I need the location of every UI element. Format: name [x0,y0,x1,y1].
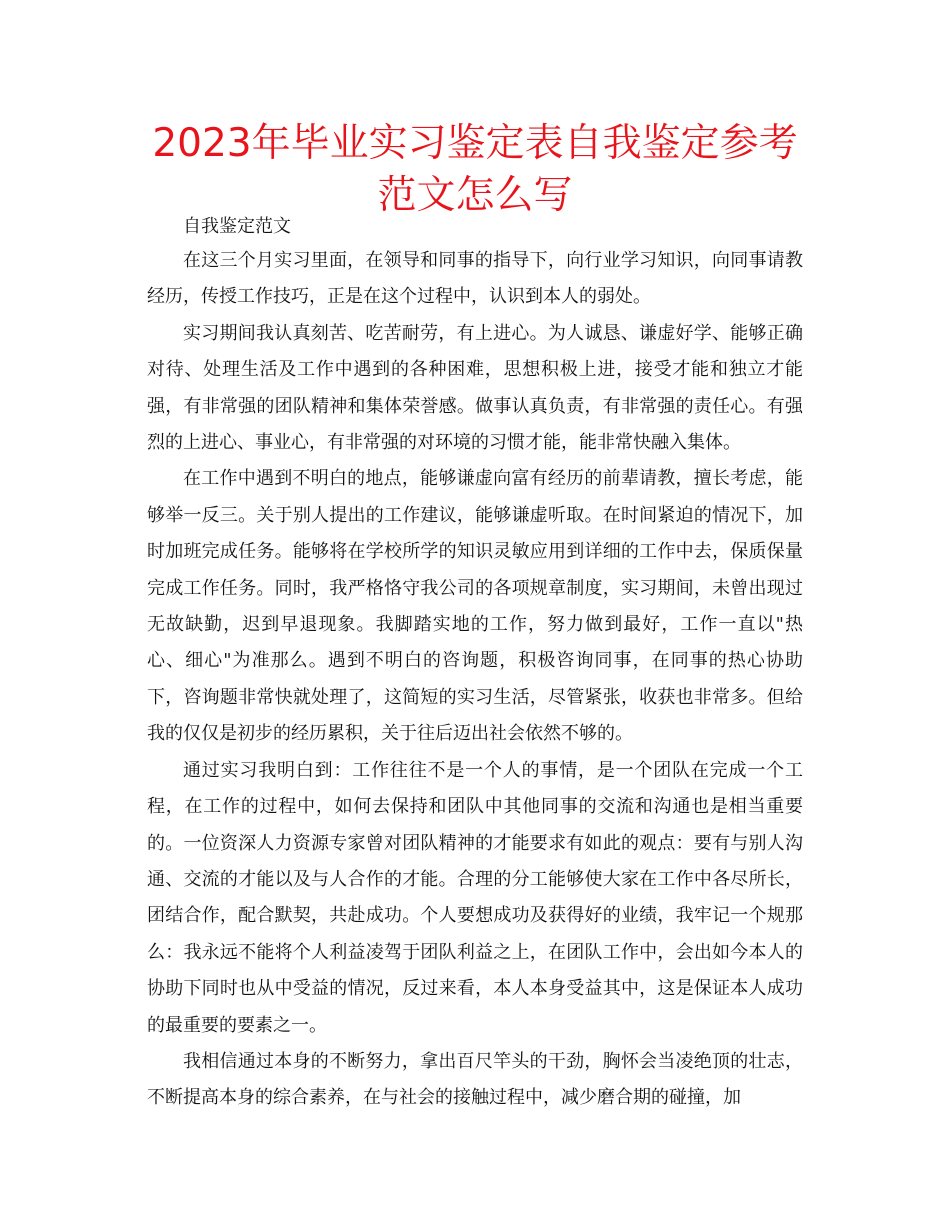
section-heading: 自我鉴定范文 [183,216,291,237]
paragraph-4: 通过实习我明白到：工作往往不是一个人的事情，是一个团队在完成一个工程，在工作的过程中，如何去保持和团队中其他同事的交流和沟通也是相当重要的。一位资深人力资源专家曾对团队精神的才能要求有如此的观点：要有与别人沟通、交流的才能以及与人合作的才能。合理的分工能够使大家在工作中各尽所长，团结合作，配合默契，共赴成功。个人要想成功及获得好的业绩，我牢记一个规那么：我永远不能将个人利益凌驾于团队利益之上，在团队工作中，会出如今本人的协助下同时也从中受益的情况，反过来看，本人本身受益其中，这是保证本人成功的最重要的要素之一。 [147,759,803,1036]
paragraph-2: 实习期间我认真刻苦、吃苦耐劳，有上进心。为人诚恳、谦虚好学、能够正确对待、处理生活及工作中遇到的各种困难，思想积极上进，接受才能和独立才能强，有非常强的团队精神和集体荣誉感。做事认真负责，有非常强的责任心。有强烈的上进心、事业心，有非常强的对环境的习惯才能，能非常快融入集体。 [147,322,803,454]
document-title: 2023年毕业实习鉴定表自我鉴定参考范文怎么写 [152,121,798,218]
paragraph-1: 在这三个月实习里面，在领导和同事的指导下，向行业学习知识，向同事请教经历，传授工作技巧，正是在这个过程中，认识到本人的弱处。 [147,250,803,308]
paragraph-5: 我相信通过本身的不断努力，拿出百尺竿头的干劲，胸怀会当凌绝顶的壮志，不断提高本身的综合素养，在与社会的接触过程中，减少磨合期的碰撞，加 [147,1050,803,1109]
paragraph-3: 在工作中遇到不明白的地点，能够谦虚向富有经历的前辈请教，擅长考虑，能够举一反三。关于别人提出的工作建议，能够谦虚听取。在时间紧迫的情况下，加时加班完成任务。能够将在学校所学的知识灵敏应用到详细的工作中去，保质保量完成工作任务。同时，我严格恪守我公司的各项规章制度，实习期间，未曾出现过无故缺勤，迟到早退现象。我脚踏实地的工作，努力做到最好，工作一直以"热心、细心"为准那么。遇到不明白的咨询题，积极咨询同事，在同事的热心协助下，咨询题非常快就处理了，这简短的实习生活，尽管紧张，收获也非常多。但给我的仅仅是初步的经历累积，关于往后迈出社会依然不够的。 [147,468,803,745]
document-body [147,212,803,1117]
